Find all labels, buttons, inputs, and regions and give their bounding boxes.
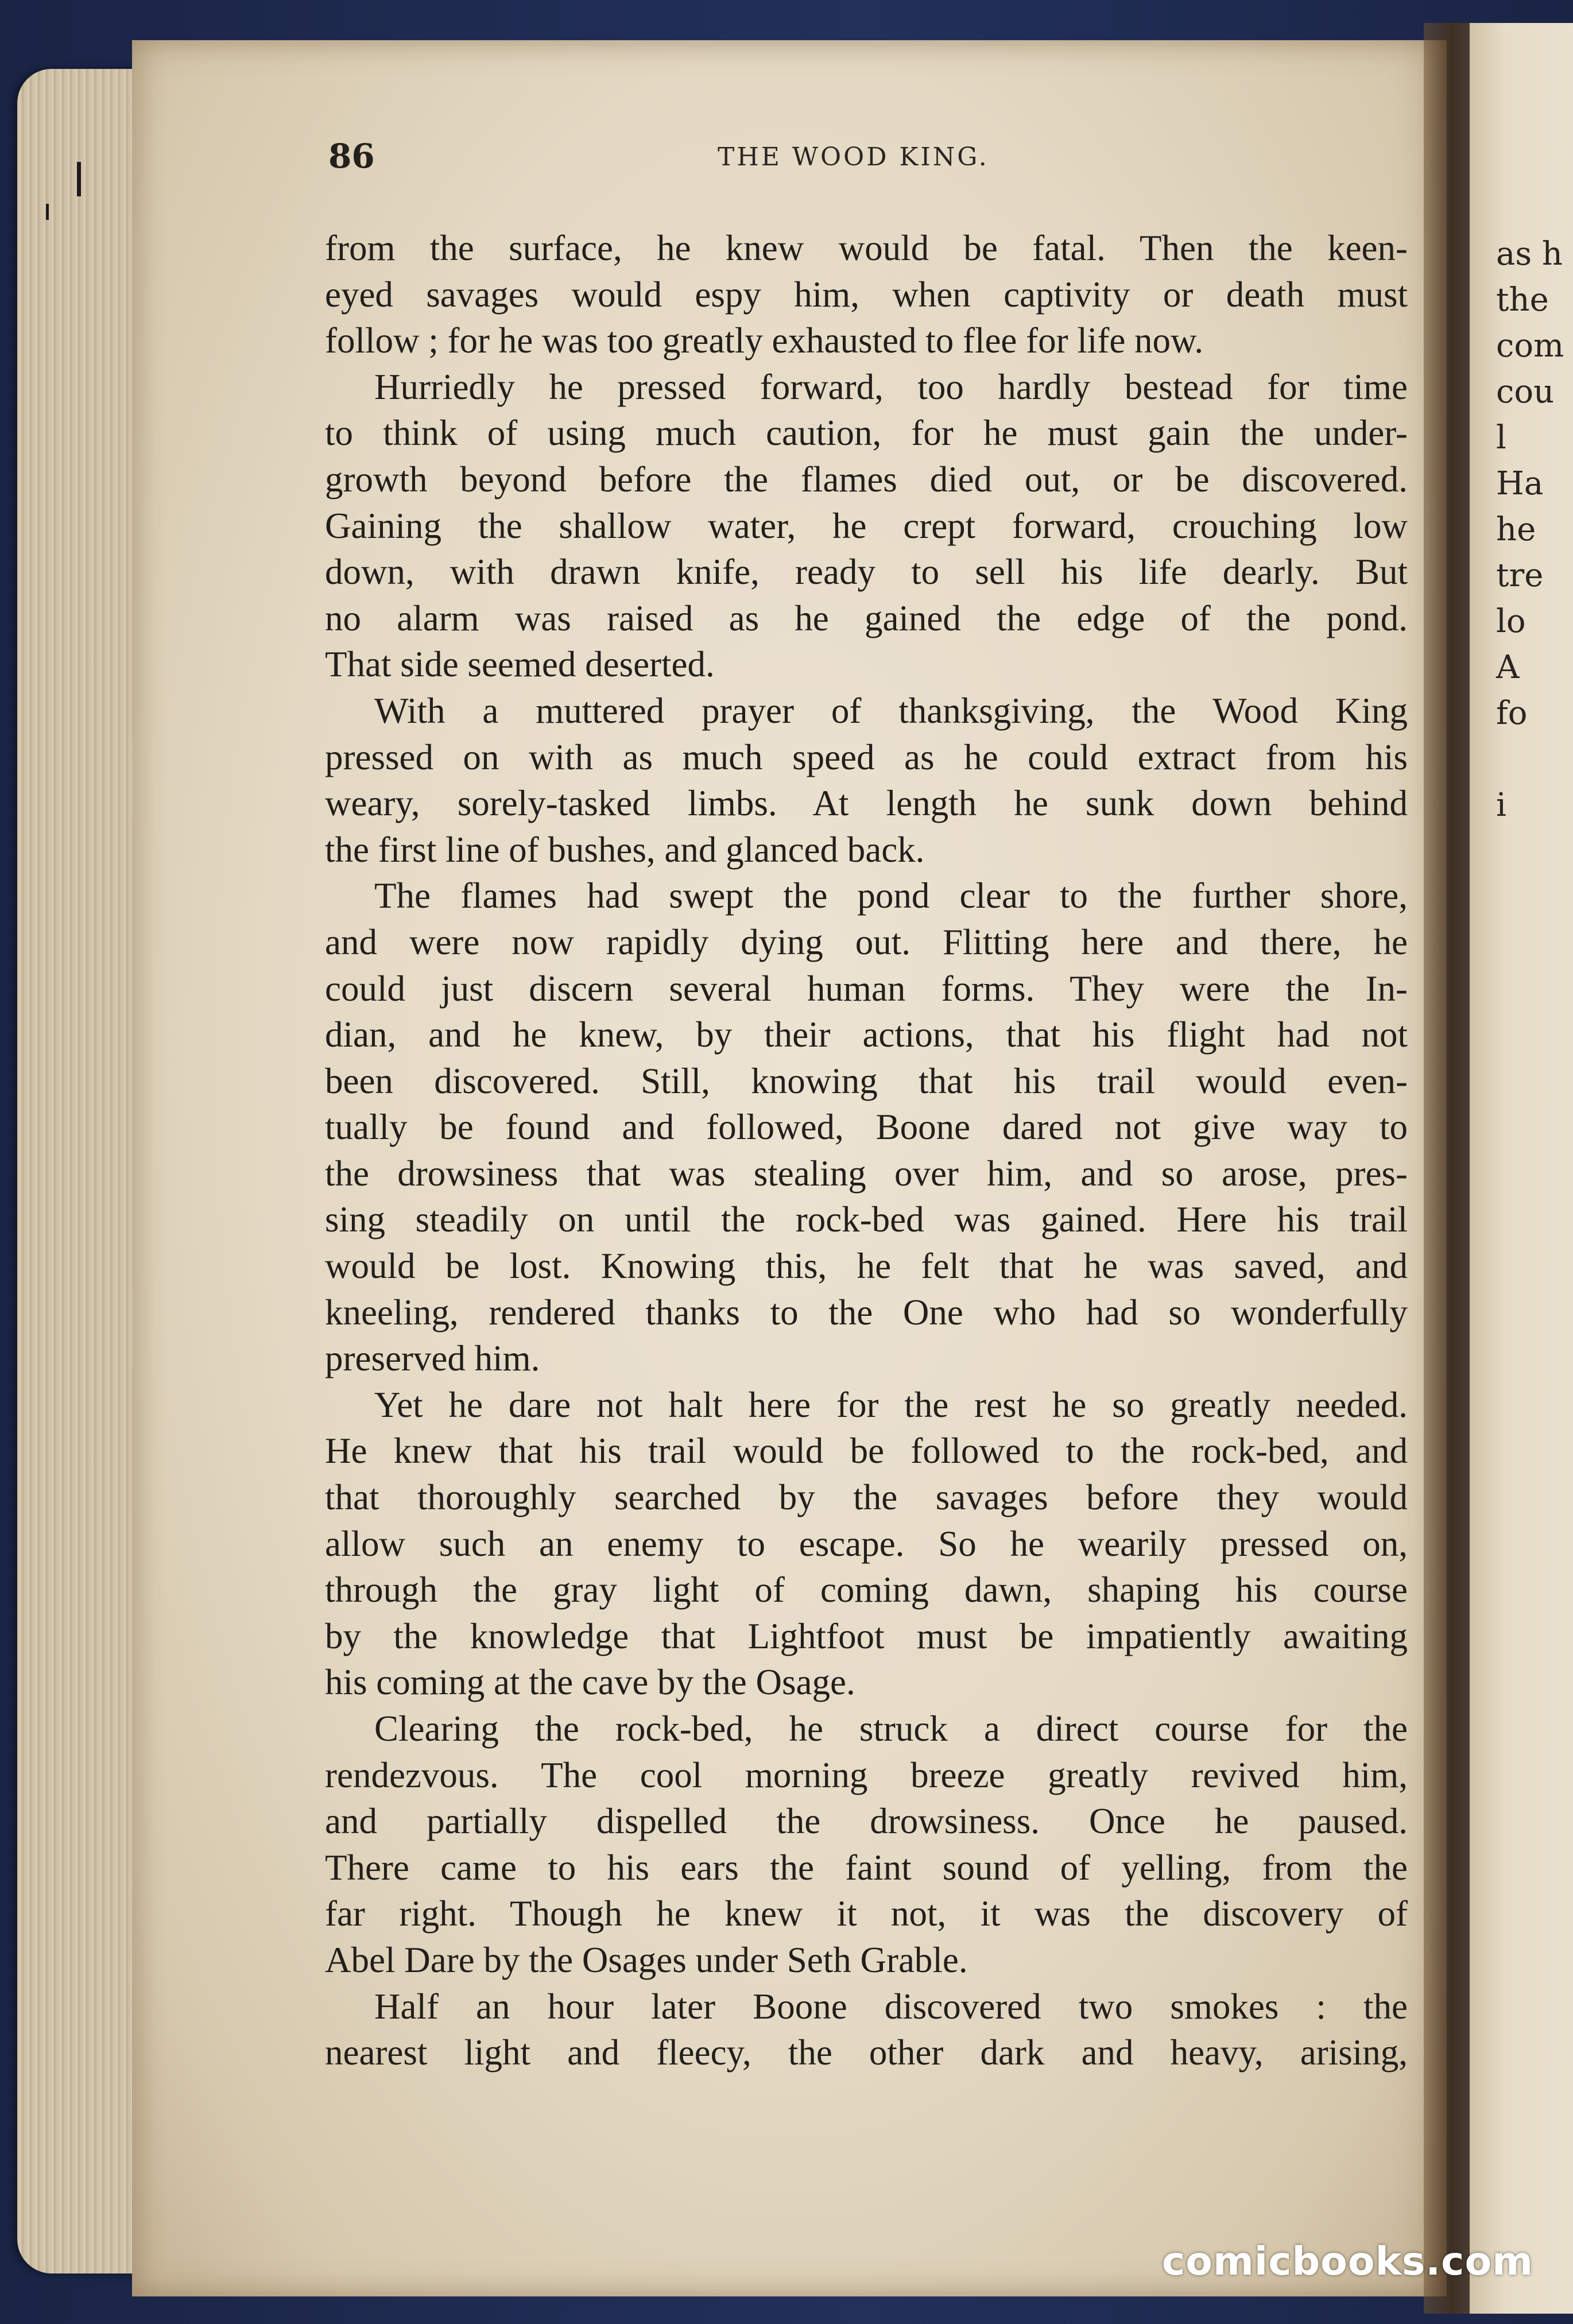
text-line: follow ; for he was too greatly exhausted to flee for life now. <box>325 320 1204 361</box>
text-line: Gaining the shallow water, he crept forward, crouching low <box>325 505 1408 546</box>
text-line: sing steadily on until the rock-bed was gained. Here his trail <box>325 1199 1408 1240</box>
paragraph <box>325 1984 1408 2076</box>
text-line: tually be found and followed, Boone dared not give way to <box>325 1107 1408 1148</box>
text-line: the first line of bushes, and glanced back. <box>325 829 925 870</box>
paragraph <box>325 1706 1408 1984</box>
facing-page-fragment: the <box>1496 281 1549 319</box>
text-line: and partially dispelled the drowsiness. Once he paused. <box>325 1801 1408 1842</box>
text-line: Yet he dare not halt here for the rest he so greatly needed. <box>374 1384 1408 1425</box>
paragraph <box>325 364 1408 688</box>
text-line: would be lost. Knowing this, he felt that he was saved, and <box>325 1246 1408 1287</box>
text-line: Abel Dare by the Osages under Seth Grable. <box>325 1939 968 1980</box>
facing-page-fragment: A <box>1496 649 1520 686</box>
text-line: his coming at the cave by the Osage. <box>325 1662 855 1703</box>
body-text <box>325 225 1408 2076</box>
text-line: He knew that his trail would be followed to the rock-bed, and <box>325 1431 1408 1471</box>
text-line: Clearing the rock-bed, he struck a direct course for the <box>374 1709 1408 1749</box>
text-line: kneeling, rendered thanks to the One who had so wonderfully <box>325 1292 1408 1333</box>
text-line: and were now rapidly dying out. Flitting here and there, he <box>325 921 1408 962</box>
text-line: dian, and he knew, by their actions, that his flight had not <box>325 1014 1408 1055</box>
facing-page-fragment: he <box>1496 511 1536 548</box>
paragraph <box>325 688 1408 873</box>
text-line: Half an hour later Boone discovered two smokes : the <box>374 1986 1408 2027</box>
facing-page-fragment: Ha <box>1496 465 1544 502</box>
paragraph <box>325 873 1408 1382</box>
watermark: comicbooks.com <box>1162 2239 1534 2284</box>
text-line: from the surface, he knew would be fatal. Then the keen- <box>325 228 1408 268</box>
paragraph <box>325 1382 1408 1706</box>
margin-mark <box>46 204 49 220</box>
text-line: With a muttered prayer of thanksgiving, the Wood King <box>374 690 1408 731</box>
margin-mark <box>77 162 81 196</box>
text-line: The flames had swept the pond clear to the further shore, <box>374 876 1408 916</box>
facing-page-fragment: fo <box>1496 695 1528 732</box>
text-line: could just discern several human forms. They were the In- <box>325 968 1408 1009</box>
text-line: allow such an enemy to escape. So he wearily pressed on, <box>325 1523 1408 1564</box>
text-line: growth beyond before the flames died out, or be discovered. <box>325 459 1408 499</box>
facing-page-fragment: tre <box>1496 557 1544 594</box>
text-line: far right. Though he knew it not, it was the discovery of <box>325 1893 1408 1934</box>
facing-page-fragment: lo <box>1496 603 1526 640</box>
facing-page <box>1470 23 1573 2314</box>
text-line: to think of using much caution, for he must gain the under- <box>325 413 1408 454</box>
facing-page-fragment: as h <box>1496 235 1563 273</box>
text-line: through the gray light of coming dawn, shaping his course <box>325 1570 1408 1610</box>
text-line: the drowsiness that was stealing over him, and so arose, pres- <box>325 1153 1408 1194</box>
text-line: by the knowledge that Lightfoot must be impatiently awaiting <box>325 1616 1408 1656</box>
text-line: eyed savages would espy him, when captivity or death must <box>325 274 1408 315</box>
text-line: preserved him. <box>325 1338 540 1379</box>
text-line: been discovered. Still, knowing that his trail would even- <box>325 1060 1408 1101</box>
facing-page-fragment: cou <box>1496 373 1555 410</box>
running-head: THE WOOD KING. <box>718 142 989 172</box>
text-line: no alarm was raised as he gained the edge of the pond. <box>325 598 1408 638</box>
text-line: rendezvous. The cool morning breeze greatly revived him, <box>325 1754 1408 1795</box>
page-number: 86 <box>328 137 375 176</box>
text-line: pressed on with as much speed as he could extract from his <box>325 737 1408 777</box>
text-line: down, with drawn knife, ready to sell his life dearly. But <box>325 552 1408 592</box>
text-line: weary, sorely-tasked limbs. At length he sunk down behind <box>325 783 1408 824</box>
facing-page-fragment: com <box>1496 327 1564 365</box>
text-line: That side seemed deserted. <box>325 644 715 685</box>
text-line: that thoroughly searched by the savages before they would <box>325 1477 1408 1518</box>
facing-page-fragment: i <box>1496 787 1506 824</box>
text-line: Hurriedly he pressed forward, too hardly bestead for time <box>374 366 1408 407</box>
text-line: There came to his ears the faint sound of yelling, from the <box>325 1847 1408 1888</box>
text-line: nearest light and fleecy, the other dark and heavy, arising, <box>325 2032 1408 2073</box>
paragraph <box>325 225 1408 364</box>
facing-page-fragment: l <box>1496 419 1506 456</box>
